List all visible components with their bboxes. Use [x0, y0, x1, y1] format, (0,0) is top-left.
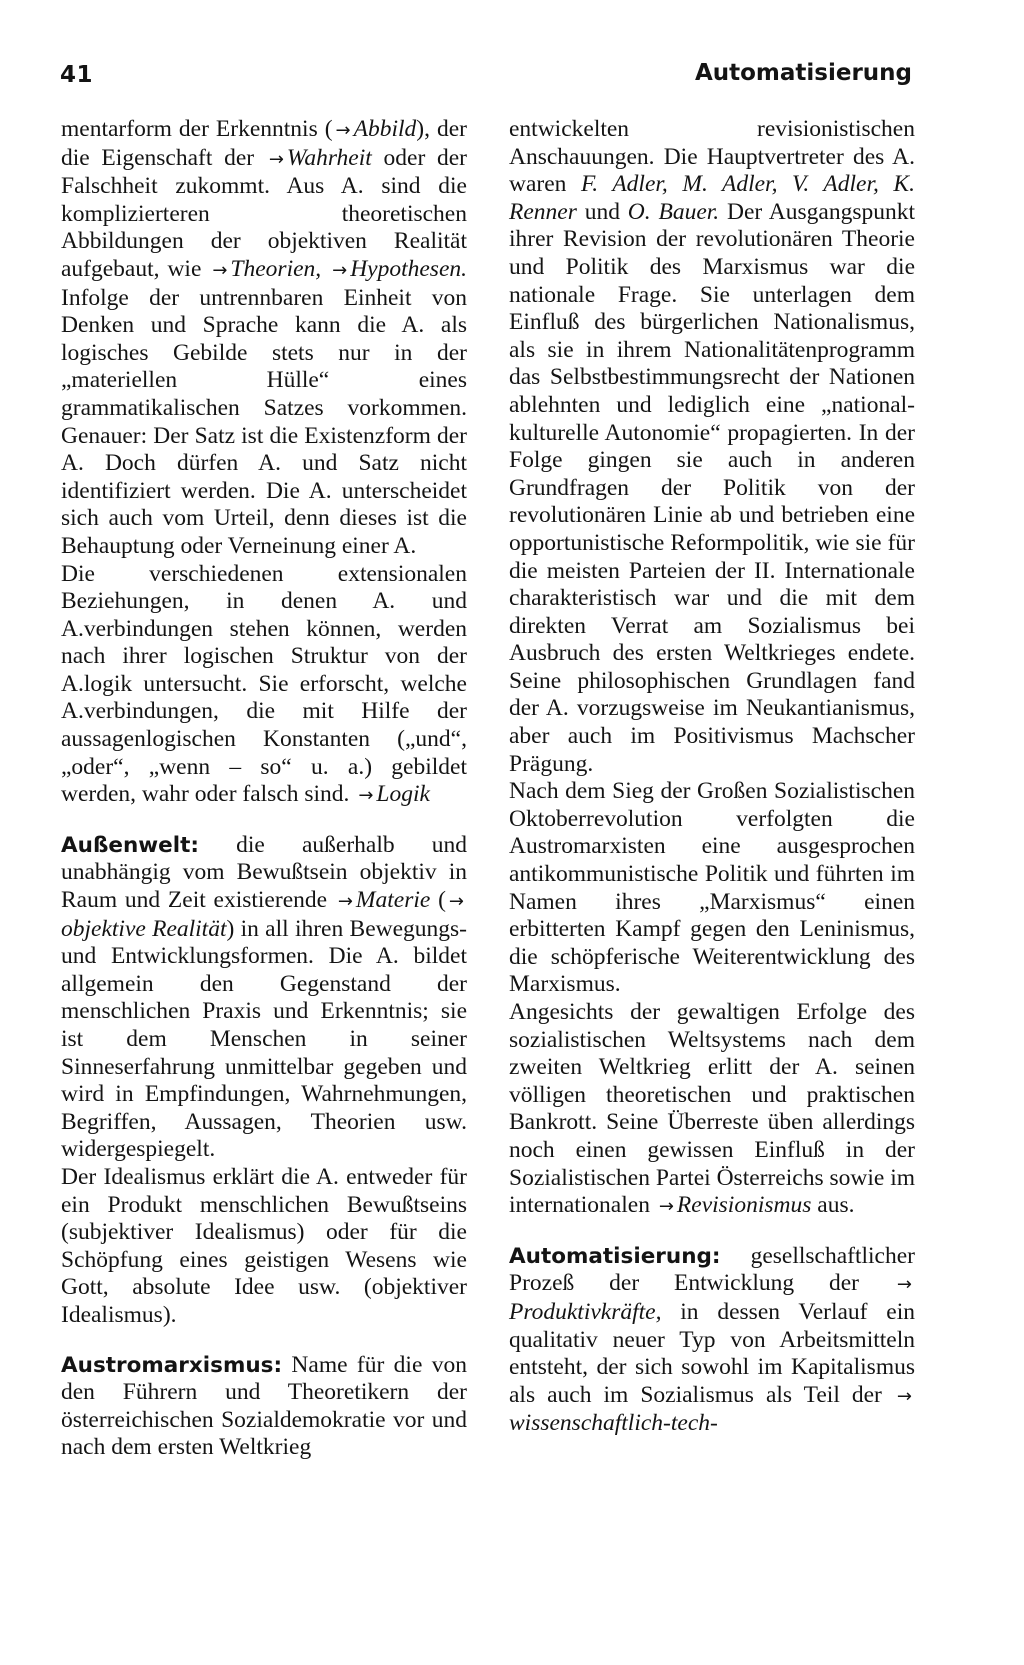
- text: entwickelten revisionistischen Anschauungen. Die Hauptvertreter des A. waren: [509, 116, 915, 198]
- aussage-paragraph-2: [61, 561, 467, 810]
- text: (: [430, 887, 446, 914]
- entry-keyword: Außenwelt:: [61, 832, 199, 858]
- text: und: [576, 198, 628, 225]
- austromarxismus-continuation: [509, 116, 915, 778]
- cross-reference-link[interactable]: Produktivkräfte,: [509, 1298, 662, 1325]
- arrow-icon: →: [335, 120, 351, 141]
- text: Infolge der untrennbaren Einheit von Denken und Sprache kann die A. als logisches Gebilde stets nur in der „materiellen Hülle“ eines grammatikalischen Satzes vorkommen. Genauer: Der Satz ist die Existenzform der A. Doch dürfen A. und Satz nicht identifiziert werden. Die A. unterscheidet sich auch vom Urteil, denn dieses ist die Behauptung oder Verneinung einer A.: [61, 284, 467, 559]
- cross-reference-link[interactable]: Logik: [376, 781, 430, 808]
- running-title: Automatisierung: [694, 60, 912, 86]
- cross-reference-link[interactable]: Materie: [355, 887, 431, 914]
- arrow-icon: →: [212, 259, 228, 281]
- left-column: [61, 116, 467, 1462]
- arrow-icon: →: [332, 259, 348, 281]
- text: ) in all ihren Bewegungs- und Entwicklungsformen. Die A. bildet allgemein den Gegenstand der menschlichen Praxis und Erkenntnis; sie ist dem Menschen in seiner Sinneserfahrung unmittelbar gegeben und wird in Empfindungen, Wahrnehmungen, Begriffen, Aussagen, Theorien usw. widergespiegelt.: [61, 915, 467, 1163]
- text: Name für die von den Führern und Theoretikern der österreichischen Sozialdemokratie vor und nach dem ersten Weltkrieg: [61, 1351, 467, 1461]
- cross-reference-link[interactable]: objektive Realität: [61, 915, 227, 942]
- arrow-icon: →: [896, 1274, 912, 1296]
- person-names: F. Adler, M. Adler, V. Adler, K. Renner: [509, 171, 915, 225]
- arrow-icon: →: [448, 891, 464, 913]
- arrow-icon: →: [658, 1196, 674, 1218]
- cross-reference-link[interactable]: Theorien,: [230, 255, 322, 282]
- austromarxismus-paragraph-3: [509, 999, 915, 1221]
- arrow-icon: →: [896, 1385, 912, 1407]
- text: aus.: [811, 1192, 855, 1219]
- cross-reference-link[interactable]: Wahrheit: [286, 144, 372, 171]
- aussenwelt-paragraph-2: Der Idealismus erklärt die A. entweder für ein Produkt menschlichen Bewußtseins (subjektiver Idealismus) oder für die Schöpfung eines geistigen Wesens wie Gott, absolute Idee usw. (objektiver Idealismus).: [61, 1163, 467, 1328]
- aussage-continuation: [61, 116, 467, 561]
- text: in dessen Verlauf ein qualitativ neuer Typ von Arbeitsmitteln entsteht, der sich sowohl im Kapitalismus als auch im Sozialismus als Teil der: [509, 1298, 915, 1408]
- entry-automatisierung: [509, 1243, 915, 1438]
- arrow-icon: →: [268, 148, 284, 170]
- text: gesellschaftlicher Prozeß der Entwicklung der: [509, 1242, 915, 1297]
- page-number: 41: [60, 62, 94, 88]
- text: ), der die Eigenschaft der: [61, 116, 467, 171]
- arrow-icon: →: [358, 785, 374, 807]
- cross-reference-link[interactable]: Hypothesen.: [350, 255, 467, 282]
- entry-aussenwelt: [61, 832, 467, 1164]
- entry-keyword: Automatisierung:: [509, 1243, 721, 1269]
- text: Angesichts der gewaltigen Erfolge des sozialistischen Weltsystems nach dem zweiten Weltkrieg erlitt der A. seinen völligen theoretischen und praktischen Bankrott. Seine Überreste üben allerdings noch einen gewissen Einfluß in der Sozialistischen Partei Österreichs sowie im internationalen: [509, 999, 915, 1219]
- entry-keyword: Austromarxismus:: [61, 1352, 283, 1378]
- person-names: O. Bauer.: [627, 198, 720, 225]
- entry-austromarxismus: [61, 1352, 467, 1462]
- text: Die verschiedenen extensionalen Beziehungen, in denen A. und A.verbindungen stehen können, werden nach ihrer logischen Struktur von der A.logik untersucht. Sie erforscht, welche A.verbindungen, die mit Hilfe der aussagenlogischen Konstanten („und“, „oder“, „wenn – so“ u. a.) gebildet werden, wahr oder falsch sind.: [61, 560, 467, 808]
- text: oder der Falschheit zukommt. Aus A. sind die komplizierteren theoretischen Abbildungen der objektiven Realität aufgebaut, wie: [61, 144, 468, 282]
- text: Der Ausgangspunkt ihrer Revision der revolutionären Theorie und Politik des Marxismus war die nationale Frage. Sie unterlagen dem Einfluß des bürgerlichen Nationalismus, als sie in ihrem Nationalitätenprogramm das Selbstbestimmungsrecht der Nationen ablehnten und lediglich eine „national-kulturelle Autonomie“ propagierten. In der Folge gingen sie auch in anderen Grundfragen der Politik von der revolutionären Linie ab und betrieben eine opportunistische Reformpolitik, wie sie für die meisten Parteien der II. Internationale charakteristisch war und die mit dem direkten Verrat am Sozialismus bei Ausbruch des ersten Weltkrieges endete. Seine philosophischen Grundlagen fand der A. vorzugsweise im Neukantianismus, aber auch im Positivismus Machscher Prägung.: [509, 198, 916, 777]
- text: [321, 256, 329, 282]
- right-column: [509, 116, 915, 1438]
- cross-reference-link[interactable]: wissenschaftlich-tech-: [509, 1410, 718, 1437]
- text: mentarform der Erkenntnis (: [61, 116, 333, 142]
- arrow-icon: →: [337, 891, 353, 913]
- austromarxismus-paragraph-2: Nach dem Sieg der Großen Sozialistischen Oktoberrevolution verfolgten die Austromarxisten eine ausgesprochen antikommunistische Politik und führten im Namen ihres „Marxismus“ einen erbitterten Kampf gegen den Leninismus, die schöpferische Weiterentwicklung des Marxismus.: [509, 778, 915, 998]
- text: die außerhalb und unabhängig vom Bewußtsein objektiv in Raum und Zeit existierende: [61, 831, 467, 914]
- cross-reference-link[interactable]: Abbild: [353, 116, 417, 142]
- cross-reference-link[interactable]: Revisionismus: [676, 1192, 812, 1219]
